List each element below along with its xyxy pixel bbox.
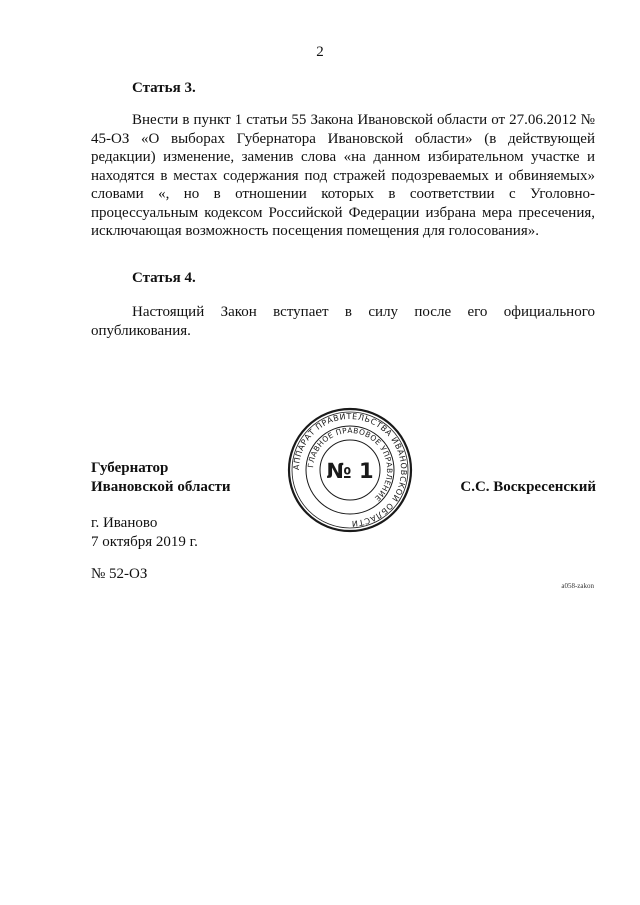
page-number: 2 (316, 44, 324, 60)
article-3-text: Внести в пункт 1 статьи 55 Закона Ивановской области от 27.06.2012 № 45-ОЗ «О выборах Губернатора Ивановской области» (в действующей редакции) изменение, заменив слова «на данном избирательном участке и находятся в местах содержания под стражей подозреваемых и обвиняемых» словами «, но в отношении которых в соответствии с Уголовно-процессуальным кодексом Российской Федерации избрана мера пресечения, исключающая возможность посещения помещения для голосования». (91, 112, 595, 239)
stamp-inner-text: ГЛАВНОЕ ПРАВОВОЕ УПРАВЛЕНИЕ (306, 425, 395, 504)
official-stamp (287, 407, 413, 533)
document-code: a058-zakon (561, 582, 594, 590)
stamp-outer-text: АППАРАТ ПРАВИТЕЛЬСТВА ИВАНОВСКОЙ ОБЛАСТИ (291, 411, 409, 529)
law-number: № 52-ОЗ (91, 566, 148, 582)
place-date (91, 514, 198, 551)
signatory-title-line1: Губернатор (91, 460, 169, 476)
signatory-name: С.С. Воскресенский (460, 479, 596, 495)
stamp-center-text: № 1 (326, 459, 374, 483)
article-3-heading: Статья 3. (132, 80, 196, 96)
article-4-heading: Статья 4. (132, 270, 196, 286)
article-4-text: Настоящий Закон вступает в силу после его официального опубликования. (91, 304, 595, 339)
place: г. Иваново (91, 515, 158, 531)
signatory-title (91, 459, 231, 497)
date: 7 октября 2019 г. (91, 533, 198, 550)
signatory-title-line2: Ивановской области (91, 479, 231, 495)
